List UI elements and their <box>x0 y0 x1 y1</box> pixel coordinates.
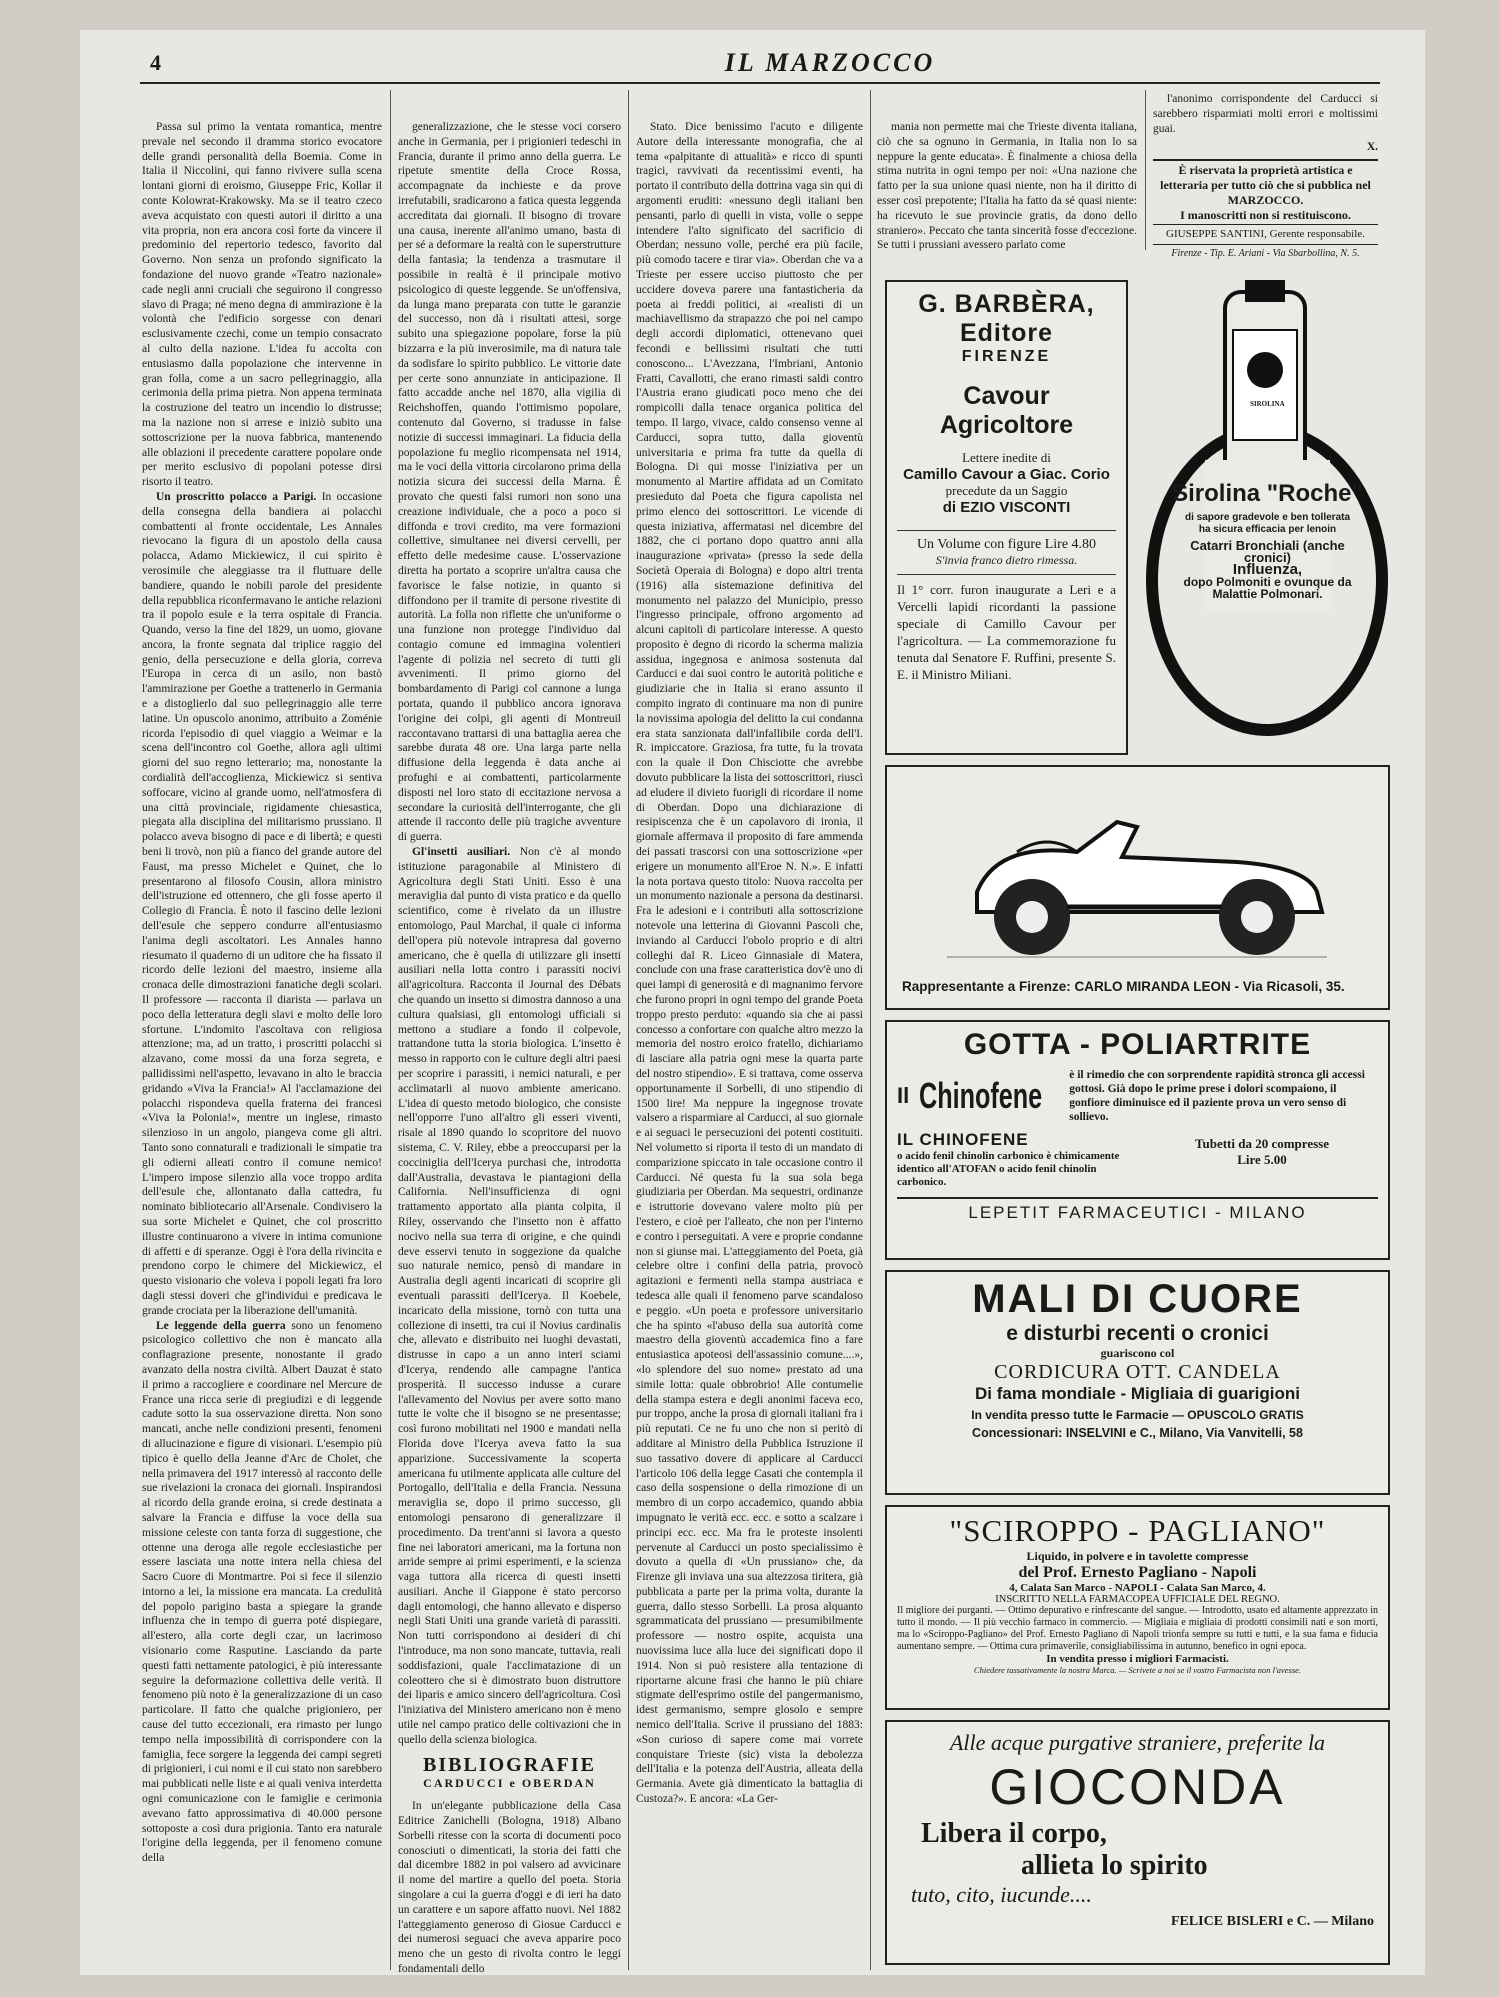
article-paragraph: l'anonimo corrispondente del Carducci si sarebbero risparmiati molti errori e moltissimi guai. <box>1153 93 1378 135</box>
article-paragraph: mania non permette mai che Trieste diventa italiana, ciò che sa ognuno in Germania, in Italia non lo sa neppure la gente educata». È finalmente a chiosa della stima nutrita in ogni tempo per noi: «Una nazione che fatto per la sua unione quasi niente, non ha il diritto di esser così prepotente; l'Italia ha fatto da sé quasi niente: ha ricevuto le sue provincie gratis, da dono dello straniero». Peccato che tanta sincerità fosse d'eccezione. Se tutti i prussiani avessero parlato come <box>877 121 1137 252</box>
ad-line: di sapore gradevole e ben tollerata <box>1184 512 1351 523</box>
ad-line: Catarri Bronchiali (anche cronici) <box>1190 538 1345 565</box>
ad-pagliano <box>885 1505 1390 1710</box>
bottle-label: SIROLINA <box>1250 400 1285 408</box>
ad-headline: MALI DI CUORE <box>972 1277 1303 1321</box>
ad-line: Influenza, <box>1232 561 1303 578</box>
ad-registered: INSCRITTO NELLA FARMACOPEA UFFICIALE DEL REGNO. <box>995 1594 1280 1605</box>
ad-maker: LEPETIT FARMACEUTICI - MILANO <box>968 1203 1307 1222</box>
ad-maker: FELICE BISLERI e C. — Milano <box>1170 1914 1374 1929</box>
ad-product-name: GIOCONDA <box>989 1759 1286 1815</box>
article-paragraph: Passa sul primo la ventata romantica, mentre prevale nel secondo il dramma storico evocatore delle grandi personalità della Boemia. Come in Italia il Niccolini, qui fanno rivivere sulla scena lontani giorni di eroismo, Giuseppe Fric, Kollar il conte Kolowrat-Krakowsky. Ma se il teatro czeco aveva acquistato con questi autori il diritto a una vita propria, non era ancora così forte da vincere il predominio del repertorio tedesco, favorito dal Governo. Non senza un profondo significato la fondazione del nuovo grande «Teatro nazionale» cade negli anni cruciali che seguirono il congresso slavo di Praga; né meno degna di ammirazione è la volontà che l'edificio sorgesse con denari esclusivamente czechi, come un tempio consacrato al culto della nazione. L'idea fu accolta con entusiasmo dalla popolazione che intervenne in gran folla, come a un sacro pellegrinaggio, alla cerimonia della prima pietra. Non appena terminata la costruzione del teatro un incendio lo distrusse; ma la nazione non si arrese e iniziò subito una sottoscrizione per la nuova fabbrica, mantenendo alle oblazioni il precedente carattere popolare onde per merito esclusivo di popolani potesse dirsi risorto il teatro. <box>142 121 382 489</box>
ad-subheadline: e disturbi recenti o cronici <box>1006 1322 1269 1345</box>
article-column-2 <box>398 120 621 1980</box>
section-title: Gl'insetti ausiliari. <box>412 846 511 859</box>
ad-preface: precedute da un Saggio <box>945 483 1068 498</box>
ad-preface-author: di EZIO VISCONTI <box>942 499 1071 516</box>
ad-line: Malattie Polmonari. <box>1212 587 1323 601</box>
ad-barbera <box>885 280 1128 755</box>
ad-publisher: G. BARBÈRA, Editore <box>918 290 1095 347</box>
article-column-3 <box>636 120 863 1980</box>
ad-pack: Tubetti da 20 compresse <box>1195 1136 1329 1151</box>
page-number: 4 <box>150 50 161 75</box>
ad-cordicura <box>885 1270 1390 1495</box>
column-rule <box>870 90 871 1970</box>
section-title: Le leggende della guerra <box>156 1319 286 1332</box>
ad-footer: Chiedere tassativamente la nostra Marca. — Scrivete a noi se il vostro Farmacista non l'avesse. <box>973 1665 1302 1675</box>
article-column-5 <box>1153 92 1378 272</box>
ad-city: FIRENZE <box>961 348 1052 365</box>
section-text: sono un fenomeno psicologico collettivo che non è mancato alla conflagrazione presente, nonostante il grado avanzato della nostra civiltà. Albert Dauzat è stato il primo a raccogliere e coordinare nel Mercure de France una ricca serie di pregiudizi e di leggende cadute sotto la sua osservazione diretta. Non sono mancati, anche nelle condizioni presenti, fenomeni di allucinazione e figure di visionari. L'esempio più tipico è quello della Jeanne d'Arc de Cholet, che nella primavera del 1917 interessò al racconto delle sue rivelazioni la cronaca dei giornali. Inspirandosi al ricordo della grande eroina, si crede destinata a salvare la Francia e diffuse la voce della sua missione celeste con tanta forza di suggestione, che ottenne una deroga alle regole ecclesiastiche per essere lasciata una notte intera nella chiesa del Sacro Cuore di Montmartre. Poi si fece il silenzio intorno a lei, la missione era mancata. La credulità del popolo parigino basta a spiegare la grande influenza che in tempo di guerra poté dispiegare, all'estero, alla corte degli czar, un lacrimoso visionario come Rasputine. Lasciando da parte questi fatti nettamente patologici, è più interessante seguire la deformazione collettiva delle verità. Il fenomeno più noto è la generalizzazione di un caso particolare. Il fatto che qualche prigioniero, per cause del tutto eccezionali, era rimasto per lungo tempo nella impossibilità di corrispondere con la famiglia, fece sorgere la leggenda dei campi segreti di prigionieri, i cui nomi e il cui stato non sarebbero mai pubblicati nelle liste e ai quali veniva interdetta ogni comunicazione con le famiglie e cerimonia avevano fatto approssimativa di 40.000 persone sottoposte a così dura prigionia. Tanto era naturale l'origine della leggenda, per il fenomeno comune della <box>142 1319 382 1865</box>
article-paragraph: generalizzazione, che le stesse voci corsero anche in Germania, per i prigionieri tedeschi in Francia, durante il primo anno della guerra. Le ripetute smentite della Croce Rossa, accompagnate da inchieste e da prove irrefutabili, sradicarono a fatica questa leggenda accreditata dai giornali. Il bisogno di trovare una causa, inerente all'animo umano, basta di per sé a deformare la realtà con le superstrutture della fantasia; la tendenza a trasmutare il possibile in realtà è il principale motivo psicologico di queste leggende. Se un'offensiva, da lunga mano preparata con tutte le garanzie del successo, non dà i risultati attesi, sorge subito una spiegazione popolare, forse la più bizzarra e la più inverosimile, ma di natura tale da sodisfare lo spirito pubblico. Le vittorie date per certe sono annunziate in anticipazione. Il fatto accadde anche nel 1870, alla vigilia di Reichshoffen, quando l'ottimismo popolare, contenuto dal Governo, si tradusse in false notizie di successi immaginari. La fiducia della popolazione fu meglio ricompensata nel 1914, ma le voci della vittoria circolarono prima della notizia sicura dei successi della Marna. È provato che questi falsi rumori non sono una creazione individuale, che a poco a poco si diffonda e trovi credito, ma vere formazioni collettive, simultanee nei diversi cervelli, per effetto delle medesime cause. L'osservazione diretta ha portato a scoprire un'altra causa che favorisce le false notizie, in quanto si diffondono per il tramite di persone rivestite di autorità. La folla non riflette che un'uniforme o una funzione non protegge l'individuo dal contagio comune ed immagina volentieri l'agente di polizia nel secreto di tutti gli avvenimenti. Il primo giorno del bombardamento di Parigi col cannone a lunga portata, quando il pubblico ancora ignorava l'origine dei colpi, gli agenti di Montreuil raccontavano trattarsi di una battaglia aerea che sarebbe durata 48 ore. Una larga parte nella diffusione della leggenda è data anche ai profughi e ai combattenti, particolarmente disposti nel loro stato di eccitazione nervosa a secondare la curiosità dell'interrogante, che gli attende il racconto delle più tragiche avventure di guerra. <box>398 121 621 844</box>
ad-price: Un Volume con figure Lire 4.80 <box>916 537 1097 552</box>
manuscripts-notice: I manoscritti non si restituiscono. <box>1180 207 1351 222</box>
column-rule <box>628 90 629 1970</box>
ad-description: è il rimedio che con sorprendente rapidità stronca gli accessi gottosi. Già dopo le prime prese i dolori scompaiono, il gonfiore diminuisce ed il paziente prova un vero senso di sollievo. <box>1069 1069 1365 1123</box>
column-rule <box>390 90 391 1970</box>
ad-gioconda <box>885 1720 1390 1965</box>
ad-note: Il 1° corr. furon inaugurate a Leri e a Vercelli lapidi ricordanti la passione speciale di Camillo Cavour per l'agricoltura. — La commemorazione fu tenuta dal Senatore F. Ruffini, presente S. E. il Ministro Miliani. <box>897 582 1116 682</box>
printer-line: Firenze - Tip. E. Ariani - Via Sbarbollina, N. 5. <box>1171 248 1360 260</box>
ad-product-name: IL CHINOFENE <box>897 1130 1029 1149</box>
manager-line: GIUSEPPE SANTINI, Gerente responsabile. <box>1166 228 1365 241</box>
ad-agents: Concessionari: INSELVINI e C., Milano, Via Vanvitelli, 58 <box>972 1426 1303 1440</box>
article-paragraph: Stato. Dice benissimo l'acuto e diligente Autore della interessante monografia, che al tema «palpitante di attualità» e ricco di spunti tragici, ravvivati da recentissimi eventi, ha portato il contributo della dottrina vaga sin qui di argomenti eruditi: «nessuno degli italiani ben pensanti, parlo di quelli in vista, volle o seppe intendere l'alto significato del sacrificio di Oberdan; nessuno volle, perché era più facile, più comodo tacere e tirar via». Oberdan che va a Trieste per essere ucciso piuttosto che per uccidere doveva parere una fantasticheria da poeta ai freddi politici, ai «realisti di un machiavellismo da strapazzo che poi nel campo degli accordi diplomatici, ottenevano quei fecondi e bellissimi risultati che tutti conoscono... L'Avezzana, l'Imbriani, Antonio Fratti, Cavallotti, che erano rimasti saldi contro l'Austria erano giudicati poco meno che dei rompicolli dalla tenace organica politica del tempo. Il largo, vivace, caldo consenso venne al Carducci, sopra tutto, dalla gioventù universitaria e prima fra tutte da quella di Bologna. Di qui mosse l'iniziativa per un monumento al Martire affidata ad un Comitato presieduto dal Poeta che figura capolista nel primo elenco dei sottoscrittori. Le vicende di questa iniziativa, affermatasi nel dicembre del 1882, che ci portano dopo quattro anni alla inaugurazione «privata» (presso la sede della Società Operaia di Bologna) e dopo altri trenta (1916) alla sistemazione definitiva del monumento nel palazzo del Municipio, presso l'ingresso principale, offrono argomento ad alcuni capitoli di particolare interesse. A questo proposito è degno di ricordo la scherma malizia assidua, ingegnosa e animosa sostenuta dal Carducci e dai suoi contro le autorità politiche e giudiziarie che in Italia si erano assunto il compito ingrato di continuare ma non di punire la novissima apologia del delitto la cui condanna era stata sanzionata dall'infallibile corda dell'I. R. impiccatore. Graziosa, fra tutte, fu la trovata con la quale il Don Chisciotte che avrebbe dovuto pubblicare la lista dei sottoscrittori, riuscì ad eludere il divieto fuorigli di ricordare il nome di Oberdan. Dopo una dichiarazione di resipiscenza che è un capolavoro di ironia, il giornale affermava il proposito di fare ammenda dei passati trascorsi con una sottoscrizione «per erigere un monumento all'Eroe N. N.». E infatti la nota portava questo titolo: Nuova raccolta per un monumento nazionale a persona da destinarsi. Fra le adesioni e i contributi alla sottoscrizione notevole una letterina di Giovanni Pascoli che, inviando al Carducci l'obolo proprio e di altri colleghi dal R. Liceo Ginnasiale di Matera, conclude con una frase caratteristica dov'è uno di quei lampi di generosità e di magnanimo fervore che furono propri in ogni tempo del grande Poeta troppo presto perduto: «quando sia che ai passi concesso a confortare con qualche altro mezzo la memoria del nostro eroico fratello, dichiariamo di lasciare alla patria ogni mese la quarta parte del nostro stipendio». E si trattava, come osserva opportunamente il Sorbelli, di uno stipendio di 1500 lire! Ma neppure la ingegnose trovate valsero a risparmiare al Carducci, al suo giornale e ai seguaci le persecuzioni dei potenti costituiti. Nel volumetto si riporta il testo di un mandato di comparizione spiccato in tale occasione contro il Carducci. Né questa fu la sua sola bega giudiziaria per Oberdan. Ma sequestri, ordinanze e istruttorie dovevano valere molto più per l'estero, e cioè per l'alleato, che non per l'interno e contro i perseguitati. A vere e proprie condanne non si giunse mai. L'atteggiamento del Poeta, già celebre oltre i confini della patria, provocò agitazioni e fermenti nella stampa austriaca e tedesca alle quali il fenomeno parve scandaloso e peggio. «Un poeta e professore universitario che ha spinto «l'abuso della sua autorità come maestro della gioventù accademica fino a fare entusiastica apoteosi dell'assassinio comune....», «lo splendore del suo nome» prestato ad una simile lotta: quale obbrobrio! Alle contumelie della stampa estera e degli anonimi faceva eco, pur troppo, anche la prosa di giornali italiani fra i più reputati. Ce ne fu uno che non si peritò di additare al Ministro della Pubblica Istruzione il suo tassativo dovere di applicare al Carducci l'articolo 106 della legge Casati che contempla il caso della sospensione o della rimozione di un membro di un corpo accademico, quando abbia impugnato le verità ecc. ecc. e sotto a scalzare i principi ecc. ecc. Ma fra le proteste insolenti pervenute al Carducci un posto specialissimo è dovuto a quella di «Un prussiano» che, da Firenze gli inviava una sua altezzosa tiritera, già pubblicata a parte per la prima volta, durante la guerra, dallo stesso Sorbelli. La prosa alquanto sgrammaticata del prussiano — presumibilmente professore — nostro ospite, acquista una nuovissima luce alla luce dei significati dopo il 1914. Non si può resistere alla tentazione di riportarne alcune frasi che hanno le più chiare stigmate dell'esprimo ostile del pangermanismo, idest germanismo, sempre glosolo e sempre nemico dell'Italia. Scrive il prussiano del 1883: «Son curioso di sapere come mai vorrete conquistare Trieste (sic) vista la debolezza dell'Italia e la potenza dell'Austria, alleata della Germania. Avete già dimenticato la battaglia di Custoza?». E ancora: «La Ger- <box>636 121 863 1806</box>
ad-product-name: CORDICURA OTT. CANDELA <box>994 1361 1281 1383</box>
ad-line: allieta lo spirito <box>1021 1850 1208 1881</box>
header-rule <box>140 82 1380 84</box>
ad-sale: In vendita presso tutte le Farmacie — OPUSCOLO GRATIS <box>971 1408 1304 1422</box>
newspaper-page <box>80 30 1425 1975</box>
ad-cure: guariscono col <box>1100 1346 1175 1360</box>
ad-address: 4, Calata San Marco - NAPOLI - Calata San Marco, 4. <box>1009 1582 1266 1594</box>
section-title: Un proscritto polacco a Parigi. <box>156 490 317 503</box>
ad-form: Liquido, in polvere e in tavolette compresse <box>1026 1549 1249 1563</box>
ad-sold: In vendita presso i migliori Farmacisti. <box>1046 1653 1229 1665</box>
signature: X. <box>1366 141 1378 154</box>
ad-product-name: Sirolina "Roche" <box>1172 480 1363 507</box>
bibliography-text: In un'elegante pubblicazione della Casa Editrice Zanichelli (Bologna, 1918) Albano Sorbelli ritesse con la scorta di documenti poco conosciuti o dimenticati, la storia dei fatti che dal dicembre 1882 in poi valsero ad avvicinare il nome del martire a quello del poeta. Storia singolare a cui la guerra d'oggi e di ieri ha dato un carattere e un sapore affatto nuovi. Nel 1882 l'atteggiamento generoso di Giosue Carducci e dei numerosi seguaci che aveva apparire poco meno che un gesto di rivolta contro le leggi fondamentali dello <box>398 1800 621 1976</box>
ad-sirolina <box>1145 280 1390 750</box>
ad-prof: del Prof. Ernesto Pagliano - Napoli <box>1018 1564 1257 1581</box>
masthead-title: IL MARZOCCO <box>724 48 936 77</box>
ad-fame: Di fama mondiale - Migliaia di guarigioni <box>975 1384 1300 1403</box>
ad-prefix: Il <box>897 1083 910 1108</box>
ad-shipping: S'invia franco dietro rimessa. <box>935 553 1078 567</box>
ad-price: Lire 5.00 <box>1237 1152 1287 1167</box>
section-text: Non c'è al mondo istituzione paragonabile al Ministero di Agricoltura degli Stati Uniti. Esso è una meraviglia dal punto di vista pratico e da quello scientifico, come è rivelato da un illustre entomologo, Paul Marchal, il quale ci informa dell'opera più notevole intrapresa dal governo americano, che è quella di utilizzare gli insetti ausiliari nella lotta contro i parassiti nocivi all'agricoltura. Racconta il Journal des Débats che quando un insetto si dimostra dannoso a una cultura qualsiasi, gli entomologi ufficiali si mettono a studiare a fondo il colpevole, trattandone tutta la storia biologica. L'insetto è messo in rapporto con le culture degli altri paesi per scoprire i parassiti, i nemici naturali, e per acclimatarli al nuovo ambiente americano. L'idea di questo metodo biologico, che consiste nell'opporre l'uno all'altro gli esseri viventi, risale al 1890 quando lo scopritore del nuovo sistema, C. V. Riley, ebbe a preoccuparsi per la cocciniglia dell'Icerya purchasi che, introdotta dall'Australia, devastava le piantagioni della California. Nell'insufficienza di ogni trattamento apportato alla pianta colpita, il Riley, osservando che l'insetto non è affatto nocivo nella sua terra di origine, e che quindi deve esservi tenuto in soggezione da qualche suo naturale nemico, pensò di mandare in Australia degli agenti incaricati di scoprire gli eventuali parassiti dell'Icerya. Il Koebele, incaricato della missione, tornò con tutta una collezione di insetti, tra cui il Novius cardinalis che, allevato e distribuito nei luoghi devastati, distrusse in capo a un anno interi sciami d'Icerya, rendendo alle campagne l'antica prosperità. Il successo indusse a curare l'allevamento del Novius per avere sotto mano tutte le volte che il bisogno se ne presentasse; così furono mobilitati nel 1900 e mandati nella Florida dove l'Icerya aveva fatto la sua apparizione. Successivamente la scoperta americana fu utilmente applicata alle culture del Portogallo, dell'Italia e della Francia. Nessuna meraviglia se, dopo il primo successo, gli entomologi pensarono di generalizzare il procedimento. Da trent'anni si lavora a questo fine nei laboratori americani, ma la fortuna non arride sempre ai primi esperimenti, e la scienza vaga tuttora alla ricerca di questi insetti ausiliari. Anche il Giappone è stato percorso dagli entomologi, che hanno allevato e disperso negli Stati Uniti una grande varietà di parassiti. Non tutti corrispondono ai desideri di chi l'introduce, ma non sono mancate, tuttavia, reali soddisfazioni, quale l'acclimatazione di un coleottero che si è dimostrato buon distruttore dei liparis e amico sincero dell'agricoltura. Così l'iniziativa del Ministero americano non è meno utile nel campo pratico delle coltivazioni che in quello della scienza biologica. <box>398 846 621 1746</box>
ad-description <box>1165 512 1370 600</box>
ad-line: Libera il corpo, <box>921 1818 1107 1849</box>
ad-line: dopo Polmoniti e ovunque da <box>1183 575 1352 589</box>
bibliography-heading: BIBLIOGRAFIE <box>423 1753 596 1776</box>
ad-product-name: Chinofene <box>919 1075 1043 1116</box>
ad-subtitle: Lettere inedite di <box>962 450 1051 465</box>
ad-body: Il migliore dei purganti. — Ottimo depurativo e rinfrescante del sangue. — Introdotto, usato ed altamente apprezzato in tutto il mondo. — Il più vecchio farmaco in commercio. — Migliaia e migliaia di prodotti consimili nati e son morti, ma lo «Sciroppo-Pagliano» del Prof. Ernesto Pagliano di Napoli trionfa sempre su tutti e tutti, e la sua fama e fiducia aumentano sempre. — Ottima cura primaverile, consigliabilissima in autunno, benefico in ogni epoca. <box>897 1605 1378 1652</box>
ad-line: tuto, cito, iucunde.... <box>911 1882 1092 1907</box>
bibliography-subheading: CARDUCCI e OBERDAN <box>423 1776 596 1791</box>
section-text: In occasione della consegna della bandiera ai polacchi combattenti al fronte occidentale, Les Annales rievocano la figura di un apostolo della causa polacca, Adamo Mickiewicz, il cui spirito è verosimile che aleggiasse tra il fluttuare delle bandiere, quando le nobili parole del presidente della repubblica riconfermavano le antiche relazioni tra il popolo esule e la terra ospitale di Francia. Quando, verso la fine del 1829, un uomo, giovane ancora, la fronte segnata dal triplice raggio del genio, della persecuzione e della gloria, correva l'Europa in cerca di un asilo, non bastò l'ammirazione per Goethe a trattenerlo in Germania e a distoglierlo dal suo pellegrinaggio alle terre latine. Un opuscolo anonimo, attribuito a Zoménie ricorda l'episodio di quel viaggio a Weimar e la scena dell'incontro col Goethe, allora agli ultimi giorni del suo regno letterario; ma, nonostante la cordialità dell'accoglienza, Mickiewicz si sentiva soffocare, vicino al grande uomo, nell'atmosfera di una città provinciale, rigidamente chiesastica, piegata alla disciplina del militarismo prussiano. Il polacco aveva bisogno di pace e di libertà; e questi beni li trovò, non più a fianco del grande autore del Faust, ma presso Michelet e Quinet, che lo presentarono al filosofo Cousin, allora ministro dell'istruzione ed ottennero, che gli fosse aperto il Collegio di Francia. È noto il fascino delle lezioni dell'esule che seppero condurre all'entusiasmo l'anima degli ascoltatori. Les Annales hanno riesumato il quaderno di un uditore che ha fissato il ricordo delle lezioni del maestro, insieme alla cronaca delle dimostrazioni fanatiche degli scolari. Il professore — racconta il diarista — parlava un poco della letteratura degli slavi e molto delle loro sfortune. L'indomito l'ascoltava con religiosa attenzione; ma, ad un tratto, i proscritti polacchi si alzavano, come mossi da una forza segreta, e pallidissimi nell'aspetto, levavano in alto le braccia gridando «Viva la Francia!» Al l'acclamazione dei polacchi rispondeva quella fraterna dei francesi «Viva la Polonia!», mentre un inglese, rimasto silenzioso in un angolo, piangeva come gli altri. Tanto sono connaturali e tradizionali le simpatie tra gli odierni alleati contro il comune nemico! L'impero impose silenzio alla voce troppo ardita dell'esule che, allontanato dalla cattedra, fu nominato bibliotecario all'Arsenale. Condivisero la sua sorte Michelet e Quinet, che col proscritto illustre continuarono a vivere in intima comunione di affetti e di speranze. Oggi è l'ora della rivincita e prendono corpo le chimere del Mickiewicz, el questo visionario che voleva i popoli legati fra loro dagli stessi doveri che gl'individui e predicava le grande crociata per la liberazione dell'umanità. <box>142 490 382 1317</box>
column-rule <box>1145 90 1146 250</box>
rights-notice: È riservata la proprietà artistica e letteraria per tutto ciò che si pubblica nel MARZOCCO. <box>1160 163 1371 207</box>
ad-intro: Alle acque purgative straniere, preferite la <box>949 1730 1326 1755</box>
ad-automobile <box>885 765 1390 1010</box>
ad-headline: GOTTA - POLIARTRITE <box>963 1028 1312 1061</box>
ad-chem-note: o acido fenil chinolin carbonico è chimicamente identico all'ATOFAN o acido fenil chinolin carbonico. <box>897 1150 1120 1188</box>
ad-book-title: Cavour Agricoltore <box>939 382 1074 439</box>
automobile-illustration-icon <box>937 782 1337 967</box>
ad-author: Camillo Cavour a Giac. Corio <box>903 466 1110 483</box>
ad-headline: "SCIROPPO - PAGLIANO" <box>949 1513 1326 1548</box>
article-column-4 <box>877 120 1137 290</box>
ad-line: ha sicura efficacia per lenoin <box>1198 524 1337 535</box>
ad-caption: Rappresentante a Firenze: CARLO MIRANDA LEON - Via Ricasoli, 35. <box>902 979 1345 994</box>
ad-chinofene <box>885 1020 1390 1260</box>
article-column-1 <box>142 120 382 1980</box>
